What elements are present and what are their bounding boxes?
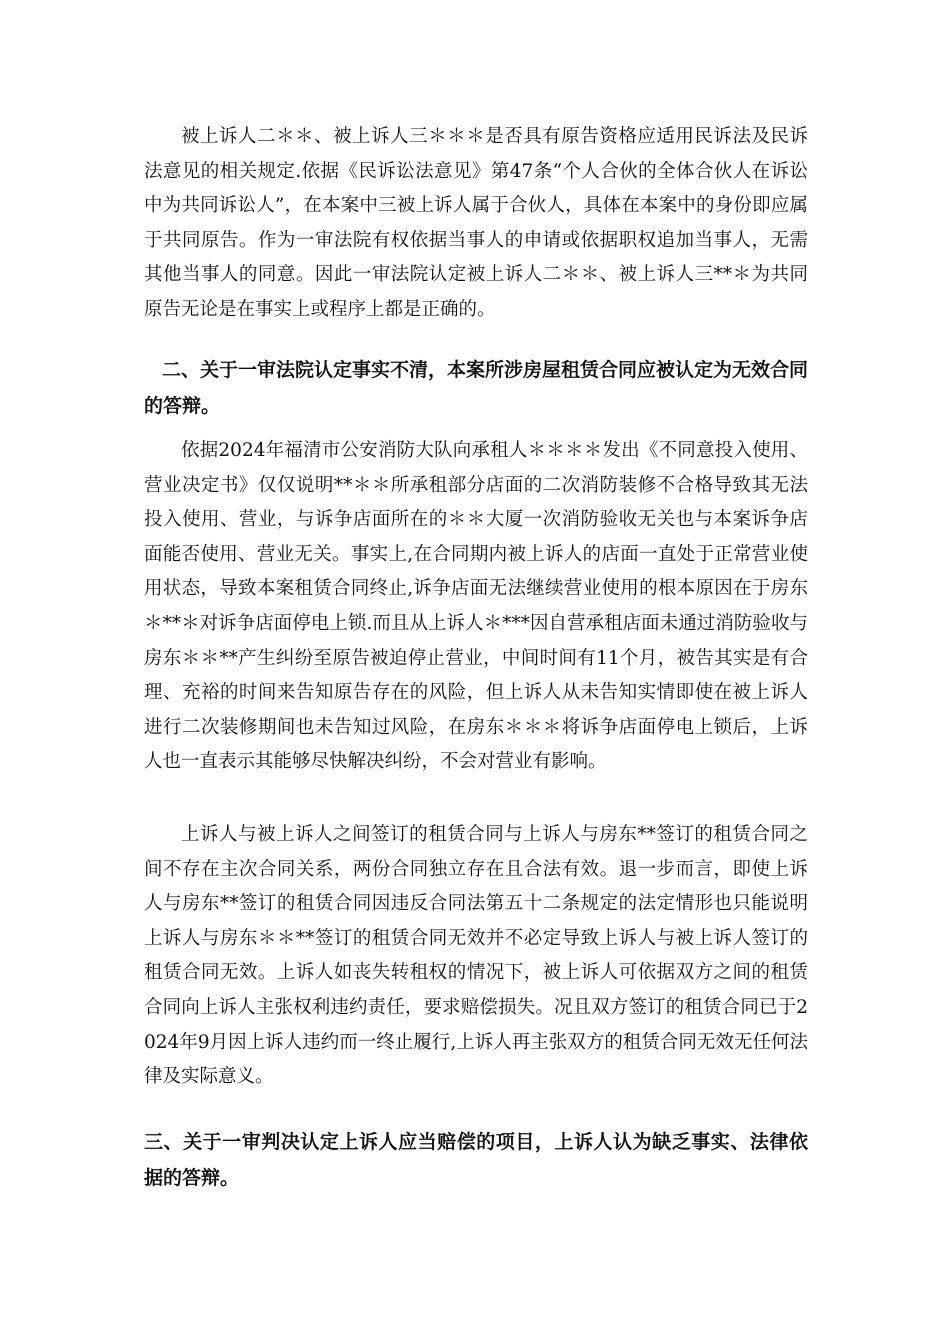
body-paragraph: 上诉人与被上诉人之间签订的租赁合同与上诉人与房东**签订的租赁合同之间不存在主次合同关系，两份合同独立存在且合法有效。退一步而言，即使上诉人与房东**签订的租赁合同因违反合同法第五十二条规定的法定情形也只能说明上诉人与房东＊＊**签订的租赁合同无效并不必定导致上诉人与被上诉人签订的租赁合同无效。上诉人如丧失转租权的情况下，被上诉人可依据双方之间的租赁合同向上诉人主张权利违约责任，要求赔偿损失。况且双方签订的租赁合同已于2024年9月因上诉人违约而一终止履行,上诉人再主张双方的租赁合同无效无任何法律及实际意义。	[144, 824, 808, 1088]
section-heading: 二、关于一审法院认定事实不清，本案所涉房屋租赁合同应被认定为无效合同的答辩。	[144, 359, 809, 417]
body-paragraph: 依据2024年福清市公安消防大队向承租人＊＊＊＊发出《不同意投入使用、营业决定书》仅仅说明**＊＊所承租部分店面的二次消防装修不合格导致其无法投入使用、营业，与诉争店面所在的＊＊大厦一次消防验收无关也与本案诉争店面能否使用、营业无关。事实上,在合同期内被上诉人的店面一直处于正常营业使用状态，导致本案租赁合同终止,诉争店面无法继续营业使用的根本原因在于房东＊**＊对诉争店面停电上锁.而且从上诉人＊***因自营承租店面未通过消防验收与房东＊＊**产生纠纷至原告被迫停止营业，中间时间有11个月，被告其实是有合理、充裕的时间来告知原告存在的风险，但上诉人从未告知实情即使在被上诉人进行二次装修期间也未告知过风险，在房东＊＊＊将诉争店面停电上锁后，上诉人也一直表示其能够尽快解决纠纷，不会对营业有影响。	[144, 440, 808, 773]
body-paragraph: 被上诉人二＊＊、被上诉人三＊＊＊是否具有原告资格应适用民诉法及民诉法意见的相关规定.依据《民诉讼法意见》第47条“个人合伙的全体合伙人在诉讼中为共同诉讼人”，在本案中三被上诉人属于合伙人，具体在本案中的身份即应属于共同原告。作为一审法院有权依据当事人的申请或依据职权追加当事人，无需其他当事人的同意。因此一审法院认定被上诉人二＊＊、被上诉人三**＊为共同原告无论是在事实上或程序上都是正确的。	[144, 126, 808, 320]
section-heading: 三、关于一审判决认定上诉人应当赔偿的项目，上诉人认为缺乏事实、法律依据的答辩。	[144, 1131, 808, 1189]
